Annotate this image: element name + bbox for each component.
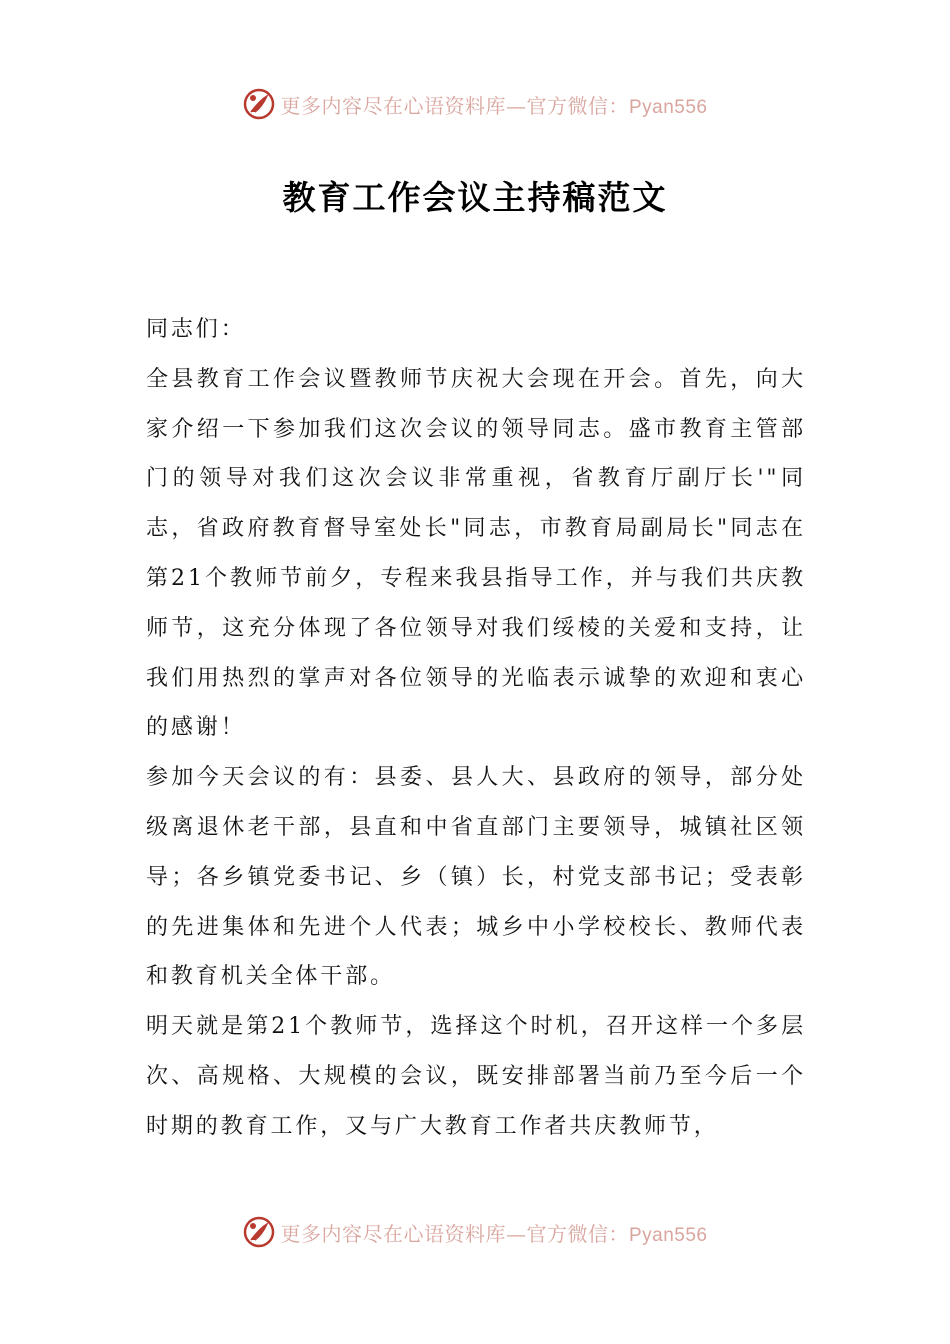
- watermark-header: [0, 84, 950, 124]
- document-title: 教育工作会议主持稿范文: [282, 178, 668, 217]
- quill-logo-icon: [242, 87, 276, 121]
- document-body: [146, 305, 806, 1152]
- watermark-text: 更多内容尽在心语资料库—官方微信：Pyan556: [280, 1221, 708, 1246]
- paragraph-opening: 全县教育工作会议暨教师节庆祝大会现在开会。首先，向大家介绍一下参加我们这次会议的领导同志。盛市教育主管部门的领导对我们这次会议非常重视，省教育厅副厅长'"同志，省政府教育督导室处长"同志，市教育局副局长"同志在第21个教师节前夕，专程来我县指导工作，并与我们共庆教师节，这充分体现了各位领导对我们绥棱的关爱和支持，让我们用热烈的掌声对各位领导的光临表示诚挚的欢迎和衷心的感谢！: [146, 366, 806, 741]
- watermark-text: 更多内容尽在心语资料库—官方微信：Pyan556: [280, 93, 708, 118]
- paragraph-salutation: 同志们：: [146, 317, 246, 342]
- paragraph-attendees: 参加今天会议的有：县委、县人大、县政府的领导，部分处级离退休老干部，县直和中省直部门主要领导，城镇社区领导；各乡镇党委书记、乡（镇）长，村党支部书记；受表彰的先进集体和先进个人代表；城乡中小学校校长、教师代表和教育机关全体干部。: [146, 765, 806, 990]
- paragraph-purpose: 明天就是第21个教师节，选择这个时机，召开这样一个多层次、高规格、大规模的会议，既安排部署当前乃至今后一个时期的教育工作，又与广大教育工作者共庆教师节，: [146, 1014, 806, 1139]
- quill-logo-icon: [242, 1215, 276, 1249]
- watermark-footer: [0, 1212, 950, 1252]
